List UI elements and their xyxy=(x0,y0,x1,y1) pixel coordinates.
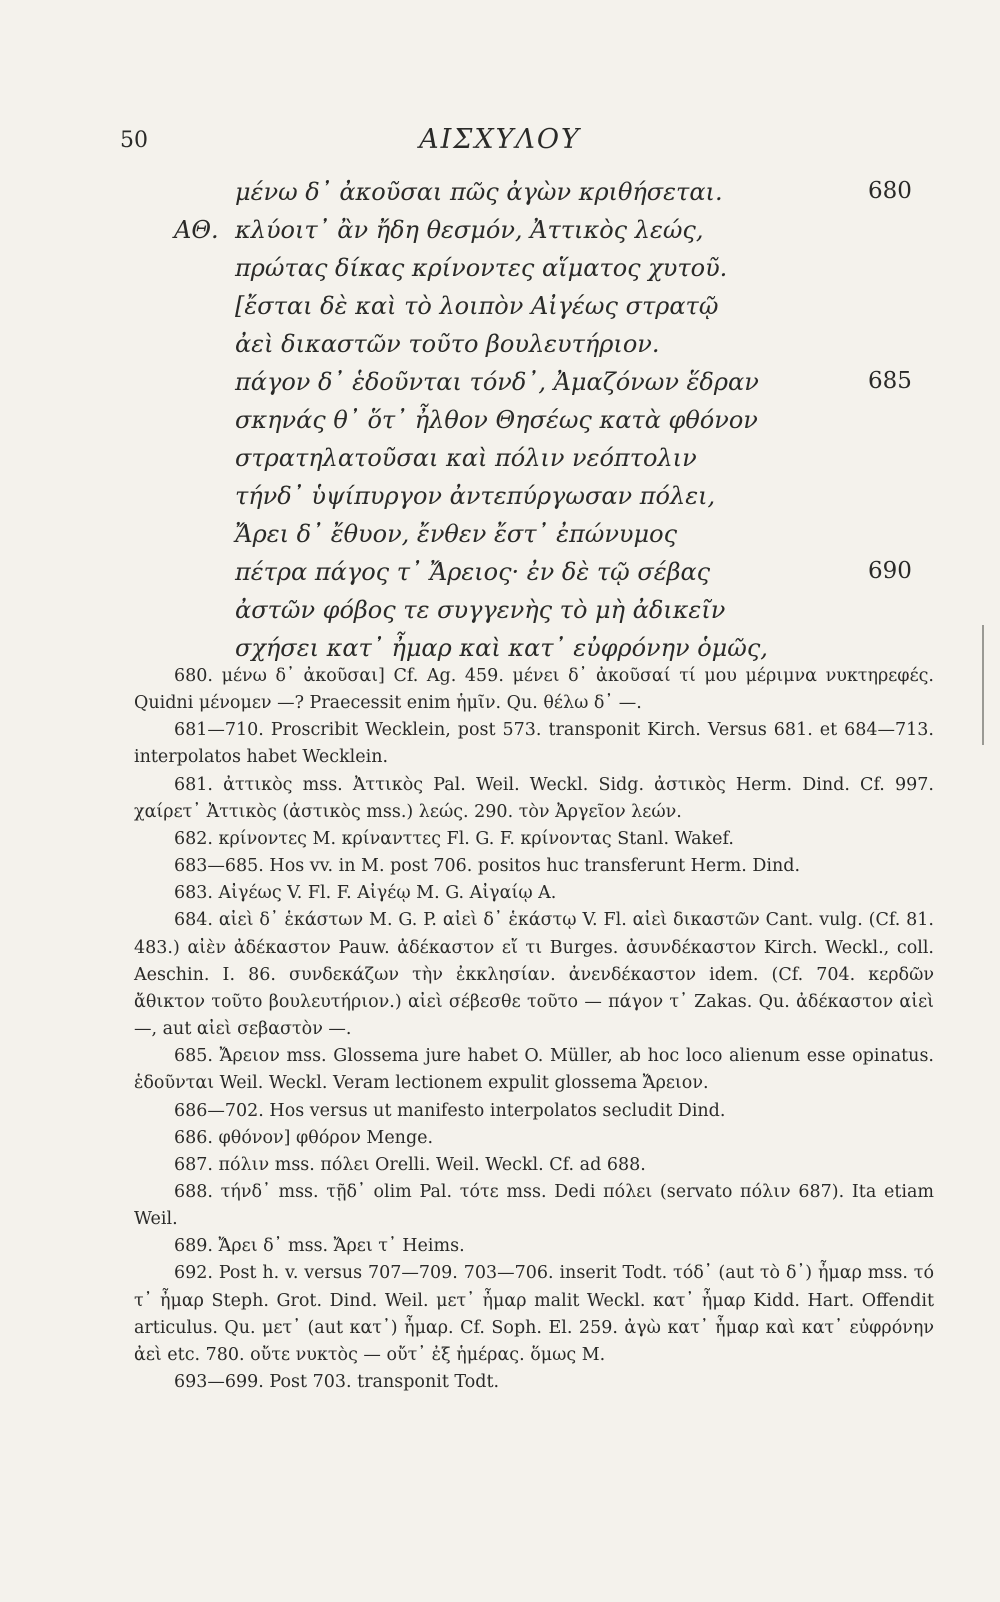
verse-text: πέτρα πάγος τ᾽ Ἄρειος· ἐν δὲ τῷ σέβας xyxy=(235,558,711,586)
apparatus-note: 684. αἰεὶ δ᾽ ἑκάστων M. G. P. αἰεὶ δ᾽ ἑκάστῳ V. Fl. αἰεὶ δικαστῶν Cant. vulg. (Cf. 81. 483.) αἰὲν ἀδέκαστον Pauw. ἀδέκαστον εἴ τι Burges. ἀσυνδέκαστον Kirch. Weckl., coll. Aeschin. I. 86. συνδεκάζων τὴν ἐκκλησίαν. ἀνενδέκαστον idem. (Cf. 704. κερδῶν ἄθικτον τοῦτο βουλευτήριον.) αἰεὶ σέβεσθε τοῦτο — πάγον τ᾽ Zakas. Qu. ἀδέκαστον αἰεὶ —, aut αἰεὶ σεβαστὸν —. xyxy=(134,910,934,1040)
apparatus-note: 680. μένω δ᾽ ἀκοῦσαι] Cf. Ag. 459. μένει δ᾽ ἀκοῦσαί τί μου μέριμνα νυκτηρεφές. Quidni μένομεν —? Praecessit enim ἡμῖν. Qu. θέλω δ᾽ —. xyxy=(134,666,934,714)
apparatus-note: 683—685. Hos vv. in M. post 706. positos huc transferunt Herm. Dind. xyxy=(174,856,801,877)
verse-text: τήνδ᾽ ὑψίπυργον ἀντεπύργωσαν πόλει, xyxy=(235,482,716,510)
apparatus-note: 685. Ἄρειον mss. Glossema jure habet O. Müller, ab hoc loco alienum esse opinatus. ἑδοῦνται Weil. Weckl. Veram lectionem expulit glossema Ἄρειον. xyxy=(134,1046,934,1094)
apparatus-note: 681. ἀττικὸς mss. Ἀττικὸς Pal. Weil. Weckl. Sidg. ἀστικὸς Herm. Dind. Cf. 997. χαίρετ᾽ Ἀττικὸς (ἀστικὸς mss.) λεώς. 290. τὸν Ἀργεῖον λεών. xyxy=(134,774,934,822)
margin-rule xyxy=(982,625,984,745)
verse-text: πρώτας δίκας κρίνοντες αἵματος χυτοῦ. xyxy=(235,254,728,282)
verse-text: σκηνάς θ᾽ ὅτ᾽ ἦλθον Θησέως κατὰ φθόνον xyxy=(235,406,758,434)
verse-text: ἀστῶν φόβος τε συγγενὴς τὸ μὴ ἀδικεῖν xyxy=(235,596,726,624)
verse-text: Ἄρει δ᾽ ἔθυον, ἔνθεν ἔστ᾽ ἐπώνυμος xyxy=(235,520,678,548)
apparatus-note: 692. Post h. v. versus 707—709. 703—706. inserit Todt. τόδ᾽ (aut τὸ δ᾽) ἦμαρ mss. τό τ᾽ ἦμαρ Steph. Grot. Dind. Weil. μετ᾽ ἦμαρ malit Weckl. κατ᾽ ἦμαρ Kidd. Hart. Offendit articulus. Qu. μετ᾽ (aut κατ᾽) ἦμαρ. Cf. Soph. El. 259. ἀγὼ κατ᾽ ἦμαρ καὶ κατ᾽ εὐφρόνην ἀεὶ etc. 780. οὔτε νυκτὸς — οὔτ᾽ ἐξ ἡμέρας. ὅμως M. xyxy=(134,1263,934,1365)
line-number: 680 xyxy=(868,178,912,204)
apparatus-note: 688. τήνδ᾽ mss. τῇδ᾽ olim Pal. τότε mss. Dedi πόλει (servato πόλιν 687). Ita etiam Weil. xyxy=(134,1181,934,1230)
speaker-label: ΑΘ. xyxy=(174,216,219,244)
apparatus-note: 683. Αἰγέως V. Fl. F. Αἰγέῳ M. G. Αἰγαίῳ A. xyxy=(174,883,557,904)
apparatus-note: 686—702. Hos versus ut manifesto interpolatos secludit Dind. xyxy=(174,1100,726,1121)
critical-apparatus xyxy=(134,663,934,1396)
verse-text: πάγον δ᾽ ἑδοῦνται τόνδ᾽, Ἀμαζόνων ἕδραν xyxy=(235,368,759,396)
verse-text: σχήσει κατ᾽ ἦμαρ καὶ κατ᾽ εὐφρόνην ὁμῶς, xyxy=(235,634,768,662)
apparatus-note: 687. πόλιν mss. πόλει Orelli. Weil. Weckl. Cf. ad 688. xyxy=(174,1154,646,1175)
apparatus-note: 681—710. Proscribit Wecklein, post 573. transponit Kirch. Versus 681. et 684—713. interpolatos habet Wecklein. xyxy=(134,720,934,768)
verse-text: στρατηλατοῦσαι καὶ πόλιν νεόπτολιν xyxy=(235,444,697,472)
line-number: 685 xyxy=(868,368,912,394)
apparatus-note: 686. φθόνον] φθόρον Menge. xyxy=(174,1127,434,1148)
line-number: 690 xyxy=(868,558,912,584)
verse-text: [ἔσται δὲ καὶ τὸ λοιπὸν Αἰγέως στρατῷ xyxy=(235,292,719,320)
apparatus-note: 689. Ἄρει δ᾽ mss. Ἄρει τ᾽ Heims. xyxy=(174,1236,465,1257)
apparatus-note: 682. κρίνοντες M. κρίνανττες Fl. G. F. κρίνοντας Stanl. Wakef. xyxy=(174,828,734,849)
page-number: 50 xyxy=(120,128,148,153)
apparatus-note: 693—699. Post 703. transponit Todt. xyxy=(174,1372,500,1393)
verse-text: ἀεὶ δικαστῶν τοῦτο βουλευτήριον. xyxy=(235,330,660,358)
verse-text: μένω δ᾽ ἀκοῦσαι πῶς ἀγὼν κριθήσεται. xyxy=(235,178,723,206)
verse-text: κλύοιτ᾽ ἂν ἤδη θεσμόν, Ἀττικὸς λεώς, xyxy=(235,216,704,244)
running-title: ΑΙΣΧΥΛΟΥ xyxy=(419,124,581,155)
